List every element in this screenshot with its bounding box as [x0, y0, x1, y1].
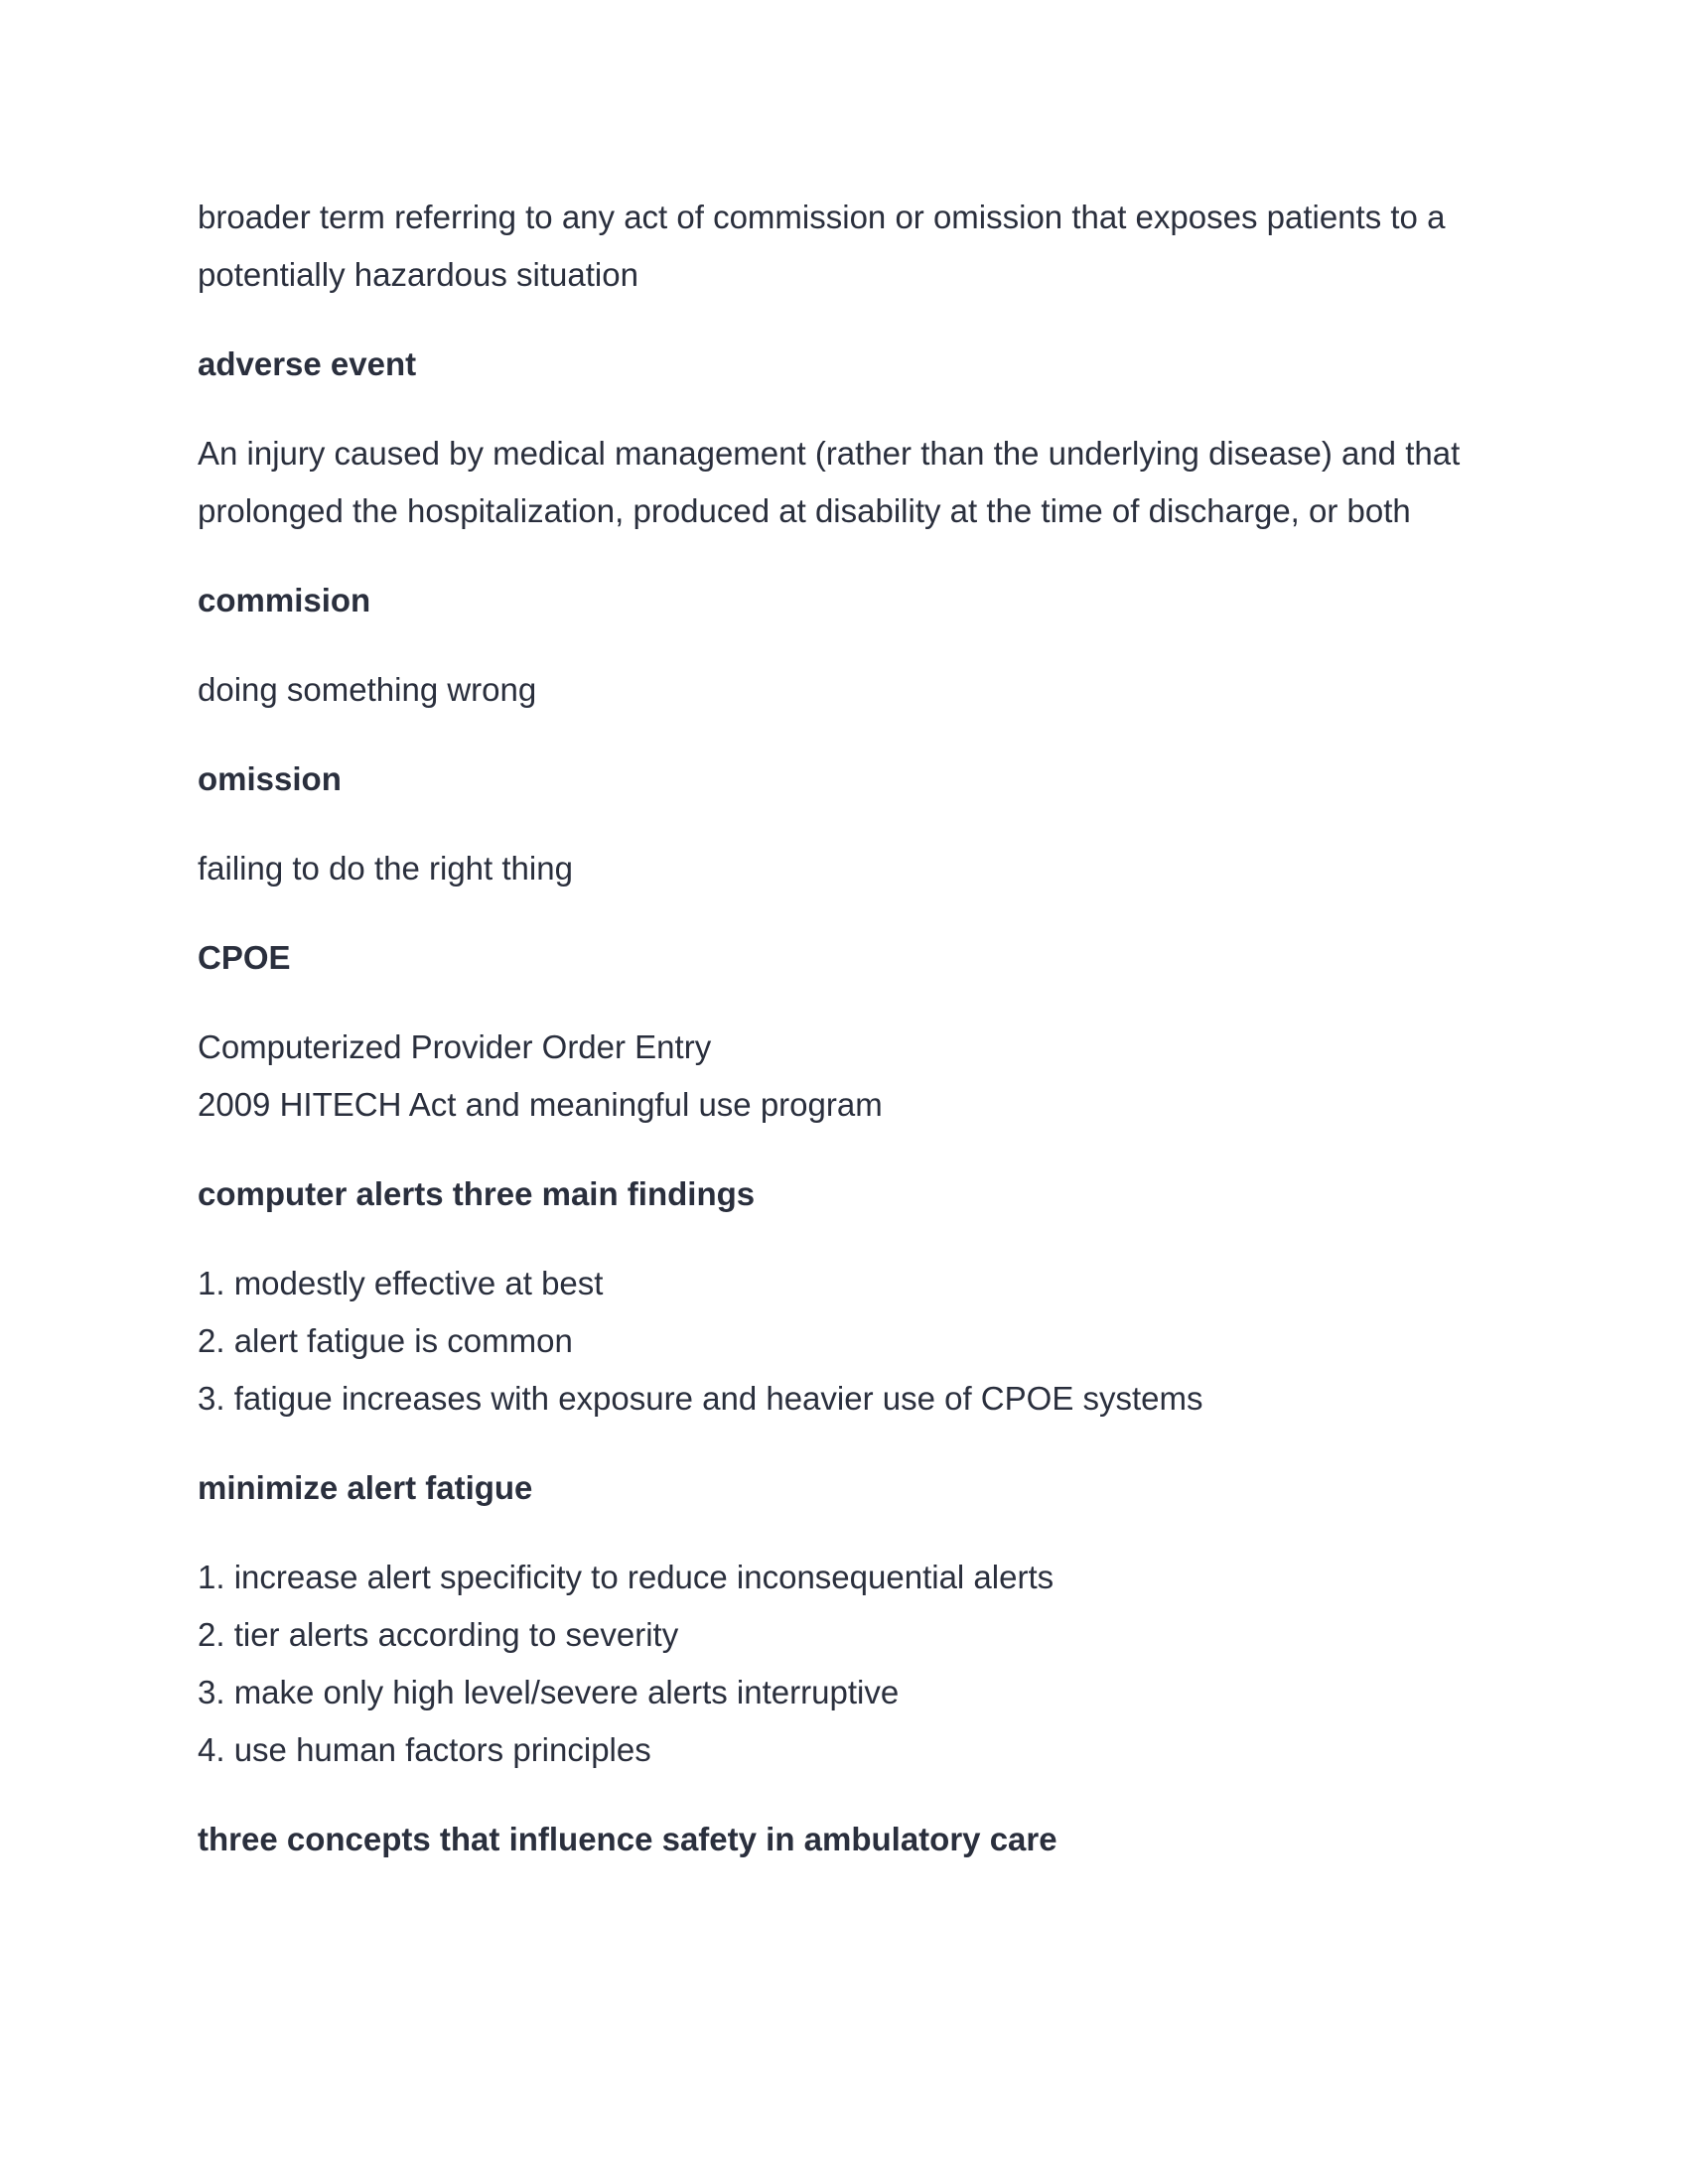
- definition-line: 2. alert fatigue is common: [198, 1322, 573, 1359]
- definition-block: [198, 189, 1508, 304]
- definition-line: 2. tier alerts according to severity: [198, 1616, 679, 1653]
- term-heading: adverse event: [198, 345, 417, 382]
- definition-line: broader term referring to any act of commission or omission that exposes patients to a: [198, 199, 1446, 235]
- definition-block: [198, 1255, 1508, 1428]
- definition-line: doing something wrong: [198, 671, 537, 708]
- definition-line: 3. fatigue increases with exposure and heavier use of CPOE systems: [198, 1380, 1203, 1417]
- definition-line: failing to do the right thing: [198, 850, 573, 887]
- definition-line: 2009 HITECH Act and meaningful use program: [198, 1086, 883, 1123]
- term-heading: commision: [198, 582, 371, 618]
- term-heading: computer alerts three main findings: [198, 1175, 756, 1212]
- term-heading: minimize alert fatigue: [198, 1469, 533, 1506]
- definition-block: [198, 425, 1508, 540]
- term-heading: three concepts that influence safety in ambulatory care: [198, 1821, 1057, 1857]
- definition-block: [198, 1019, 1508, 1134]
- definition-line: 4. use human factors principles: [198, 1731, 651, 1768]
- definition-line: prolonged the hospitalization, produced at disability at the time of discharge, or both: [198, 492, 1411, 529]
- definition-line: 3. make only high level/severe alerts interruptive: [198, 1674, 900, 1710]
- definition-block: [198, 1549, 1508, 1779]
- document-page: [198, 189, 1508, 1900]
- term-heading: CPOE: [198, 939, 291, 976]
- definition-line: potentially hazardous situation: [198, 256, 638, 293]
- definition-block: [198, 661, 1508, 719]
- definition-line: An injury caused by medical management (rather than the underlying disease) and that: [198, 435, 1461, 472]
- definition-line: 1. increase alert specificity to reduce inconsequential alerts: [198, 1559, 1055, 1595]
- term-heading: omission: [198, 760, 342, 797]
- definition-block: [198, 840, 1508, 897]
- definition-line: Computerized Provider Order Entry: [198, 1028, 712, 1065]
- definition-line: 1. modestly effective at best: [198, 1265, 604, 1301]
